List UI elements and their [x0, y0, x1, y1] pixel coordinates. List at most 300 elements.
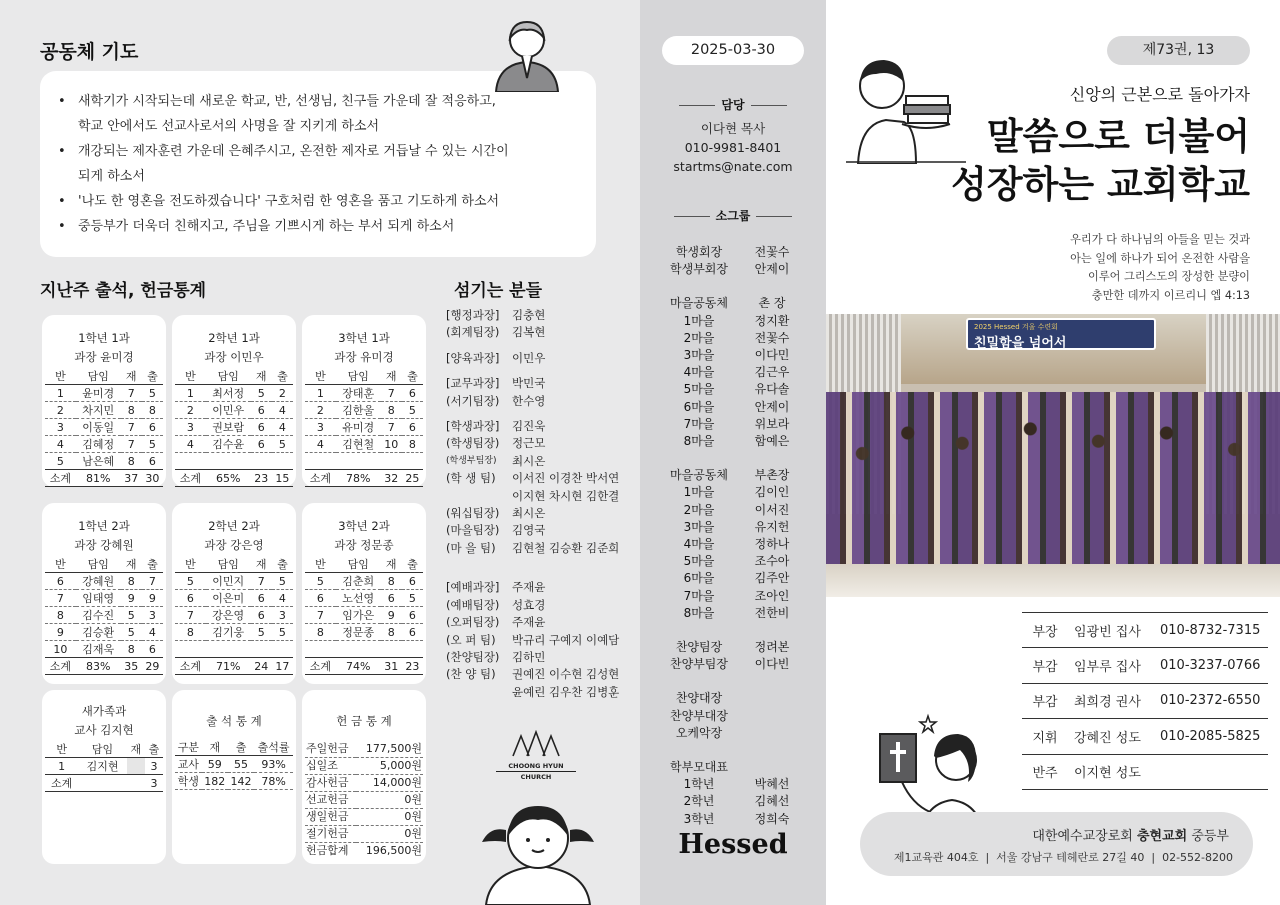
table-cell: 이민지 [206, 573, 251, 590]
table-row [45, 385, 163, 402]
table-cell: 59 [202, 756, 228, 773]
smallgroup-person: 유다솔 [754, 382, 790, 397]
serve-row [446, 522, 636, 539]
class-table [175, 557, 293, 675]
table-cell: 5 [121, 607, 142, 624]
class-card [302, 503, 426, 684]
smallgroup-row [660, 467, 806, 484]
table-row [45, 436, 163, 453]
subtotal-cell: 17 [272, 658, 293, 675]
subtotal-row [305, 658, 423, 675]
serve-row [446, 505, 636, 522]
table-cell: 8 [45, 607, 76, 624]
table-cell: 8 [121, 641, 142, 658]
smallgroup-row [660, 588, 806, 605]
serve-person: 최시온 [512, 453, 546, 468]
subtotal-cell: 78% [336, 470, 381, 487]
photo-floor [826, 564, 1280, 597]
smallgroup-role: 1마을 [683, 313, 715, 328]
serve-row [446, 597, 636, 614]
table-cell: 김현철 [336, 436, 381, 453]
serve-person: 한수영 [512, 393, 546, 408]
smallgroup-role: 6마을 [683, 571, 715, 586]
staff-role: 부장 [1032, 624, 1058, 640]
smallgroup-role: 6마을 [683, 399, 715, 414]
verse-line: 아는 일에 하나가 되어 온전한 사람을 [1070, 251, 1250, 265]
serve-row [446, 666, 636, 683]
serve-person: 정근모 [512, 436, 546, 451]
smallgroup-person [738, 708, 806, 725]
table-cell: 이은미 [206, 590, 251, 607]
class-teacher: 과장 윤미경 [74, 350, 134, 364]
staff-name: 임부루 집사 [1074, 660, 1141, 676]
table-cell: 윤미경 [76, 385, 121, 402]
table-cell: 임태영 [76, 590, 121, 607]
cover-subtitle: 신앙의 근본으로 돌아가자 [1069, 85, 1250, 104]
smallgroup-person [738, 759, 806, 776]
attendance-stats-card [172, 690, 296, 864]
prayer-box [40, 71, 596, 257]
table-row [45, 758, 163, 775]
serve-row [446, 453, 636, 470]
subtotal-row [45, 470, 163, 487]
table-cell: 9 [121, 590, 142, 607]
table-header-row [175, 740, 293, 756]
table-cell: 6 [402, 607, 423, 624]
table-cell: 1 [45, 385, 76, 402]
table-cell: 5 [272, 573, 293, 590]
serve-row [446, 614, 636, 631]
table-cell: 김승환 [76, 624, 121, 641]
offering-table [305, 740, 423, 859]
serve-role [446, 684, 512, 701]
subtotal-cell: 30 [142, 470, 163, 487]
staff-phone: 010-2085-5825 [1160, 728, 1261, 744]
table-cell: 10 [45, 641, 76, 658]
class-teacher: 과장 유미경 [334, 350, 394, 364]
table-row [305, 757, 423, 774]
column-header: 담임 [78, 742, 127, 758]
footer-address: 제1교육관 404호 | 서울 강남구 테헤란로 27길 40 | 02-552-8200 [893, 851, 1233, 864]
class-teacher: 과장 강혜원 [74, 538, 134, 552]
serve-row [446, 418, 636, 435]
offering-amount: 196,500원 [365, 844, 422, 858]
subtotal-cell: 소계 [305, 470, 336, 487]
serve-role: (예배팀장) [446, 597, 500, 612]
serve-person: 박민국 [512, 376, 546, 391]
charge-line: 010-9981-8401 [684, 140, 782, 155]
serve-person: 윤예린 김우찬 김병훈 [512, 684, 620, 699]
smallgroup-person: 김혜선 [754, 794, 790, 809]
photo-banner-text: 2025 Hessed 겨울 수련회 [974, 323, 1058, 331]
subtotal-cell: 74% [336, 658, 381, 675]
table-cell: 5 [402, 402, 423, 419]
footer-department: 중등부 [1187, 829, 1229, 844]
table-cell: 5 [175, 573, 206, 590]
table-cell: 4 [175, 436, 206, 453]
table-cell: 142 [228, 773, 254, 790]
table-row [175, 607, 293, 624]
table-cell [251, 641, 272, 658]
charge-line: 이다현 목사 [700, 121, 766, 136]
smallgroup-person: 김근우 [754, 365, 790, 380]
class-title: 1학년 1과 [78, 331, 130, 345]
table-cell: 6 [402, 573, 423, 590]
table-cell: 8 [121, 402, 142, 419]
class-title: 2학년 1과 [208, 331, 260, 345]
smallgroup-role: 5마을 [683, 382, 715, 397]
table-cell: 7 [381, 419, 402, 436]
column-header: 담임 [76, 557, 121, 573]
staff-name: 이지현 성도 [1074, 766, 1141, 782]
offering-amount: 5,000원 [356, 757, 423, 774]
smallgroup-person: 촌 장 [758, 296, 786, 311]
serve-person: 이서진 이경찬 박서연 [512, 471, 620, 486]
table-cell: 1 [305, 385, 336, 402]
prayer-list [54, 89, 582, 239]
church-logo-name: CHOONG HYUN [496, 762, 576, 772]
smallgroup-row [660, 690, 806, 707]
smallgroup-person: 정하나 [754, 537, 790, 552]
table-cell: 4 [305, 436, 336, 453]
smallgroup-role: 학생회장 [675, 245, 723, 259]
staff-row [1022, 755, 1268, 790]
smallgroup-role: 4마을 [683, 365, 715, 380]
table-cell: 6 [251, 402, 272, 419]
table-cell: 6 [251, 436, 272, 453]
smallgroup-person: 조아인 [754, 588, 790, 603]
table-cell: 8 [381, 624, 402, 641]
column-header: 담임 [76, 369, 121, 385]
serve-group [446, 418, 636, 557]
subtotal-cell: 37 [121, 470, 142, 487]
prayer-title: 공동체 기도 [40, 41, 139, 63]
table-cell: 4 [45, 436, 76, 453]
table-row [305, 607, 423, 624]
table-row [45, 453, 163, 470]
serve-person: 김충현 [512, 308, 546, 322]
table-row [305, 436, 423, 453]
serve-group [446, 375, 636, 410]
column-header: 반 [175, 369, 206, 385]
serve-role: [학생과장] [446, 419, 500, 434]
serve-role [446, 488, 512, 505]
table-cell: 2 [272, 385, 293, 402]
staff-role: 반주 [1032, 766, 1058, 782]
offering-type: 주일헌금 [305, 740, 356, 757]
table-cell: 7 [381, 385, 402, 402]
subtotal-cell: 소계 [45, 658, 76, 675]
table-row [175, 419, 293, 436]
table-cell: 10 [381, 436, 402, 453]
table-cell: 5 [142, 385, 163, 402]
table-cell: 최서정 [206, 385, 251, 402]
serve-row [446, 540, 636, 557]
prayer-item: 되게 하소서 [78, 169, 145, 184]
table-row [305, 641, 423, 658]
table-row [305, 774, 423, 791]
attendance-title: 지난주 출석, 헌금통계 [40, 281, 207, 301]
smallgroup-row [660, 725, 806, 742]
smallgroup-row [660, 793, 806, 810]
smallgroup-person: 이다민 [754, 348, 790, 363]
smallgroup-row [660, 759, 806, 776]
class-card [172, 315, 296, 487]
smallgroup-person: 정지환 [754, 313, 790, 328]
serve-role: (회계팀장) [446, 325, 500, 340]
table-cell [272, 641, 293, 658]
table-cell: 1 [175, 385, 206, 402]
smallgroup-row [660, 416, 806, 433]
table-row [175, 573, 293, 590]
table-cell: 7 [45, 590, 76, 607]
subtotal-cell: 65% [206, 470, 251, 487]
smallgroup-role: 찬양부팀장 [670, 657, 728, 672]
prayer-item: • 개강되는 제자훈련 가운데 은혜주시고, 온전한 제자로 거듭날 수 있는 시간이 [54, 139, 582, 164]
column-header: 재 [381, 557, 402, 573]
boy-with-books-illustration [846, 52, 966, 164]
serve-role: [예배과장] [446, 580, 500, 595]
subtotal-cell [127, 775, 145, 792]
smallgroup-person: 김주안 [754, 571, 790, 586]
newfamily-card [42, 690, 166, 864]
table-cell: 6 [251, 607, 272, 624]
table-cell: 6 [381, 590, 402, 607]
subtotal-cell: 71% [206, 658, 251, 675]
table-cell: 8 [402, 436, 423, 453]
smallgroup-role: 5마을 [683, 554, 715, 569]
serve-person: 성효경 [512, 597, 546, 612]
smallgroup-role: 2마을 [683, 330, 715, 345]
subtotal-cell: 소계 [45, 470, 76, 487]
table-cell: 8 [381, 402, 402, 419]
table-row [175, 402, 293, 419]
table-row [45, 573, 163, 590]
serve-role: [양육과장] [446, 350, 500, 365]
smallgroup-row [660, 261, 806, 278]
table-cell: 8 [121, 453, 142, 470]
serve-role: (마을팀장) [446, 523, 500, 538]
column-header: 재 [251, 557, 272, 573]
subtotal-cell: 31 [381, 658, 402, 675]
serve-role: (찬양팀장) [446, 649, 500, 664]
smallgroup-block [660, 690, 806, 742]
table-cell: 78% [254, 773, 293, 790]
offering-stats-card [302, 690, 426, 864]
class-card [42, 315, 166, 487]
subtotal-cell: 83% [76, 658, 121, 675]
class-teacher: 과장 이민우 [204, 350, 264, 364]
table-cell [251, 453, 272, 470]
table-cell: 3 [142, 607, 163, 624]
offering-amount: 0원 [356, 791, 423, 808]
column-header: 담임 [206, 557, 251, 573]
table-cell: 5 [305, 573, 336, 590]
smallgroup-role: 7마을 [683, 416, 715, 431]
class-table [45, 557, 163, 675]
smallgroup-role: 4마을 [683, 537, 715, 552]
table-cell: 4 [272, 590, 293, 607]
table-cell: 김수윤 [206, 436, 251, 453]
smallgroup-person: 전꽃수 [754, 330, 790, 345]
serve-row [446, 435, 636, 452]
table-cell: 장태훈 [336, 385, 381, 402]
smallgroup-row [660, 399, 806, 416]
smallgroup-person: 김이인 [754, 485, 790, 500]
smallgroup-block [660, 639, 806, 673]
serve-row [446, 488, 636, 505]
table-row [305, 402, 423, 419]
class-card [172, 503, 296, 684]
table-row [45, 590, 163, 607]
staff-role: 지휘 [1032, 730, 1058, 746]
serve-person: 이지현 차시현 김한결 [512, 488, 620, 503]
smallgroup-row [660, 330, 806, 347]
table-row [45, 641, 163, 658]
praying-person-illustration [492, 16, 562, 92]
column-header: 반 [175, 557, 206, 573]
table-cell: 8 [175, 624, 206, 641]
prayer-item: • 새학기가 시작되는데 새로운 학교, 반, 선생님, 친구들 가운데 잘 적응하고, [54, 89, 582, 114]
prayer-item: • 중등부가 더욱더 친해지고, 주님을 기쁘시게 하는 부서 되게 하소서 [54, 214, 582, 239]
table-cell: 7 [305, 607, 336, 624]
class-title: 3학년 1과 [338, 331, 390, 345]
table-header-row [305, 369, 423, 385]
table-cell: 5 [251, 624, 272, 641]
table-cell: 교사 [175, 756, 202, 773]
class-teacher: 과장 강은영 [204, 538, 264, 552]
table-cell: 이민우 [206, 402, 251, 419]
table-cell [305, 453, 336, 470]
table-header-row [45, 369, 163, 385]
table-row [45, 419, 163, 436]
church-logo-icon [511, 730, 561, 758]
subtotal-cell: 3 [145, 775, 163, 792]
table-cell: 6 [402, 385, 423, 402]
column-header: 출 [272, 369, 293, 385]
serve-role: (학 생 팀) [446, 471, 496, 486]
class-table [305, 557, 423, 675]
church-footer [860, 812, 1253, 876]
serve-role: (워십팀장) [446, 506, 500, 521]
column-header: 담임 [336, 557, 381, 573]
serve-list [446, 307, 636, 709]
smallgroup-row [660, 605, 806, 622]
newfamily-teacher: 교사 김지현 [74, 723, 134, 737]
table-cell: 김혜정 [76, 436, 121, 453]
smallgroup-role: 찬양대장 [675, 691, 723, 706]
smallgroup-person: 위보라 [754, 416, 790, 431]
table-cell: 강혜원 [76, 573, 121, 590]
smallgroup-row [660, 776, 806, 793]
table-cell: 임가은 [336, 607, 381, 624]
staff-row [1022, 719, 1268, 754]
offering-amount: 0원 [356, 825, 423, 842]
table-row [305, 825, 423, 842]
table-cell: 8 [381, 573, 402, 590]
smallgroup-person: 박혜선 [754, 777, 790, 792]
footer-church-name [1032, 825, 1229, 844]
smallgroup-row [660, 639, 806, 656]
table-cell: 9 [381, 607, 402, 624]
table-cell: 5 [402, 590, 423, 607]
column-header: 반 [305, 557, 336, 573]
verse-line: 우리가 다 하나님의 아들을 믿는 것과 [1070, 233, 1250, 246]
table-cell: 6 [142, 641, 163, 658]
table-row [305, 453, 423, 470]
staff-phone: 010-3237-0766 [1160, 658, 1261, 674]
footer-church: 충현교회 [1136, 829, 1188, 844]
column-header: 담임 [206, 369, 251, 385]
subtotal-cell: 23 [402, 658, 423, 675]
table-row [175, 385, 293, 402]
table-cell: 유미경 [336, 419, 381, 436]
serve-role: (오퍼팀장) [446, 615, 500, 630]
serve-row [446, 649, 636, 666]
serve-row [446, 579, 636, 596]
table-cell: 6 [142, 453, 163, 470]
volume-badge: 제73권, 13 [1107, 36, 1250, 65]
column-header: 출 [142, 369, 163, 385]
smallgroup-row [660, 244, 806, 261]
smallgroup-row [660, 502, 806, 519]
table-cell: 강은영 [206, 607, 251, 624]
table-cell: 1 [45, 758, 78, 775]
photo-banner [966, 318, 1156, 350]
smallgroup-role: 마을공동체 [670, 296, 728, 311]
table-row [305, 791, 423, 808]
smallgroup-role: 3학년 [683, 811, 715, 826]
table-cell [402, 641, 423, 658]
smallgroup-person: 정려본 [754, 640, 790, 655]
serve-row [446, 684, 636, 701]
class-teacher: 과장 정문종 [334, 538, 394, 552]
table-cell [175, 641, 206, 658]
table-cell: 5 [121, 624, 142, 641]
column-header: 반 [305, 369, 336, 385]
table-row [175, 453, 293, 470]
smallgroup-role: 찬양팀장 [675, 640, 723, 655]
table-header-row [175, 557, 293, 573]
table-cell: 8 [121, 573, 142, 590]
smallgroup-row [660, 381, 806, 398]
group-photo [826, 314, 1280, 597]
table-cell: 9 [142, 590, 163, 607]
subtotal-cell: 81% [76, 470, 121, 487]
table-cell: 4 [142, 624, 163, 641]
table-cell: 8 [305, 624, 336, 641]
offering-amount: 14,000원 [356, 774, 423, 791]
smallgroup-row [660, 347, 806, 364]
column-header: 재 [127, 742, 145, 758]
table-cell: 2 [175, 402, 206, 419]
smallgroup-person: 이다빈 [754, 657, 790, 672]
subtotal-cell: 소계 [175, 658, 206, 675]
smallgroup-role: 학부모대표 [670, 760, 728, 775]
offering-type: 선교헌금 [305, 791, 356, 808]
subtotal-row [175, 470, 293, 487]
subtotal-row [45, 658, 163, 675]
serve-row [446, 632, 636, 649]
offering-amount: 0원 [356, 808, 423, 825]
table-cell: 7 [251, 573, 272, 590]
column-header: 출 [402, 557, 423, 573]
stats-table [175, 740, 293, 790]
column-header: 출 [142, 557, 163, 573]
class-table [175, 369, 293, 487]
serve-row [446, 350, 636, 367]
table-row [305, 808, 423, 825]
